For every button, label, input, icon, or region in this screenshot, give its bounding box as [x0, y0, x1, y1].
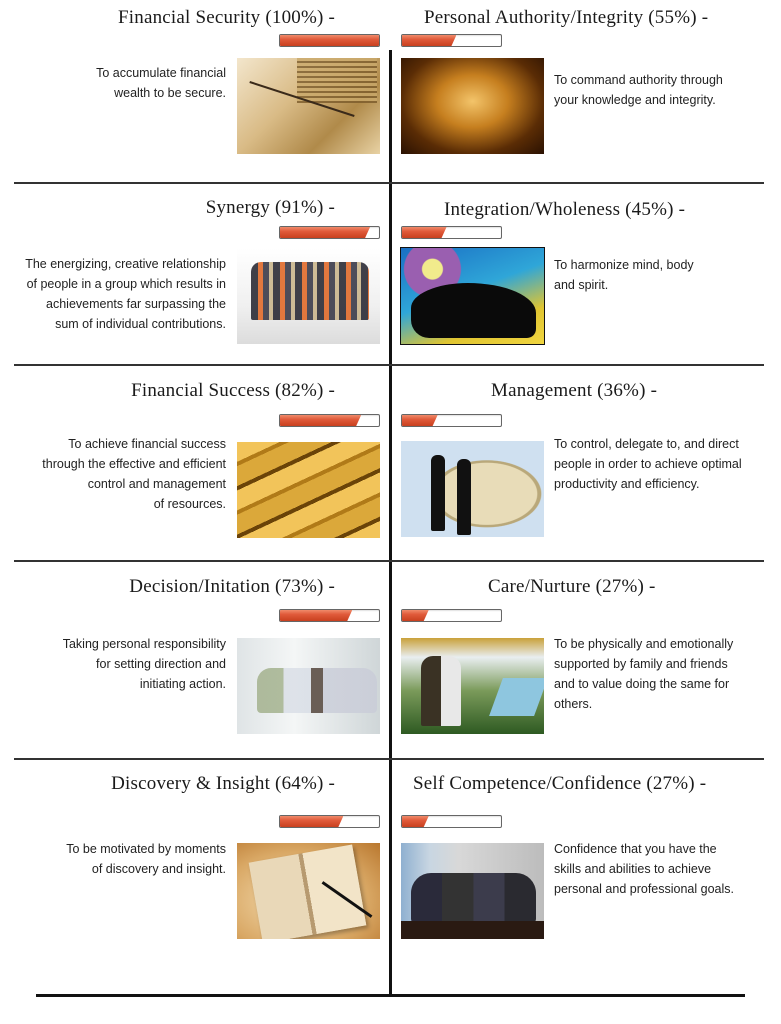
value-description: Taking personal responsibility for setting direction and initiating action. — [62, 637, 226, 691]
group-of-people-image — [237, 248, 380, 344]
value-title: Care/Nurture (27%) - — [488, 576, 656, 597]
lincoln-memorial-image — [401, 58, 544, 154]
coins-and-chart-image — [237, 58, 380, 154]
value-title: Personal Authority/Integrity (55%) - — [424, 7, 709, 28]
value-description: Confidence that you have the skills and abilities to achieve personal and professional goals. — [554, 842, 734, 896]
value-title: Synergy (91%) - — [205, 197, 335, 218]
progress-bar — [401, 226, 502, 239]
progress-fill — [280, 816, 343, 827]
progress-bar — [401, 609, 502, 622]
progress-bar — [401, 414, 502, 427]
row-divider — [14, 182, 764, 184]
progress-fill — [402, 610, 429, 621]
progress-bar — [279, 34, 380, 47]
value-description: To achieve financial success through the effective and efficient control and management of resources. — [42, 437, 226, 511]
value-description: To harmonize mind, body and spirit. — [554, 258, 694, 292]
progress-fill — [280, 35, 379, 46]
progress-fill — [402, 35, 456, 46]
family-outdoors-image — [401, 638, 544, 734]
progress-bar — [279, 815, 380, 828]
value-title: Discovery & Insight (64%) - — [111, 773, 335, 794]
value-description: To be motivated by moments of discovery and insight. — [66, 842, 226, 876]
progress-fill — [402, 227, 447, 238]
value-title: Decision/Initation (73%) - — [129, 576, 335, 597]
progress-bar — [401, 34, 502, 47]
progress-bar — [279, 226, 380, 239]
bottom-divider — [36, 994, 745, 997]
gold-bars-image — [237, 442, 380, 538]
row-divider — [14, 560, 764, 562]
value-description: To control, delegate to, and direct people in order to achieve optimal productivity and efficiency. — [554, 437, 742, 491]
row-divider — [14, 758, 764, 760]
progress-fill — [402, 816, 429, 827]
center-divider — [389, 50, 392, 996]
book-and-magnifier-image — [237, 843, 380, 939]
value-title: Financial Security (100%) - — [118, 7, 335, 28]
progress-fill — [280, 610, 352, 621]
progress-fill — [402, 415, 438, 426]
progress-bar — [279, 414, 380, 427]
value-description: To command authority through your knowledge and integrity. — [554, 73, 723, 107]
business-team-image — [401, 843, 544, 939]
value-description: To be physically and emotionally supported by family and friends and to value doing the same for others. — [554, 637, 734, 711]
progress-bar — [279, 609, 380, 622]
value-title: Financial Success (82%) - — [131, 380, 335, 401]
value-description: The energizing, creative relationship of people in a group which results in achievements far surpassing the sum of individual contributions. — [25, 257, 226, 331]
value-title: Management (36%) - — [491, 380, 658, 401]
value-title: Self Competence/Confidence (27%) - — [413, 773, 707, 794]
painting-image — [400, 247, 545, 345]
progress-bar — [401, 815, 502, 828]
row-divider — [14, 364, 764, 366]
value-title: Integration/Wholeness (45%) - — [444, 199, 686, 220]
business-meeting-image — [237, 638, 380, 734]
progress-fill — [280, 227, 370, 238]
value-description: To accumulate financial wealth to be secure. — [96, 66, 226, 100]
progress-fill — [280, 415, 361, 426]
clock-with-silhouettes-image — [401, 441, 544, 537]
